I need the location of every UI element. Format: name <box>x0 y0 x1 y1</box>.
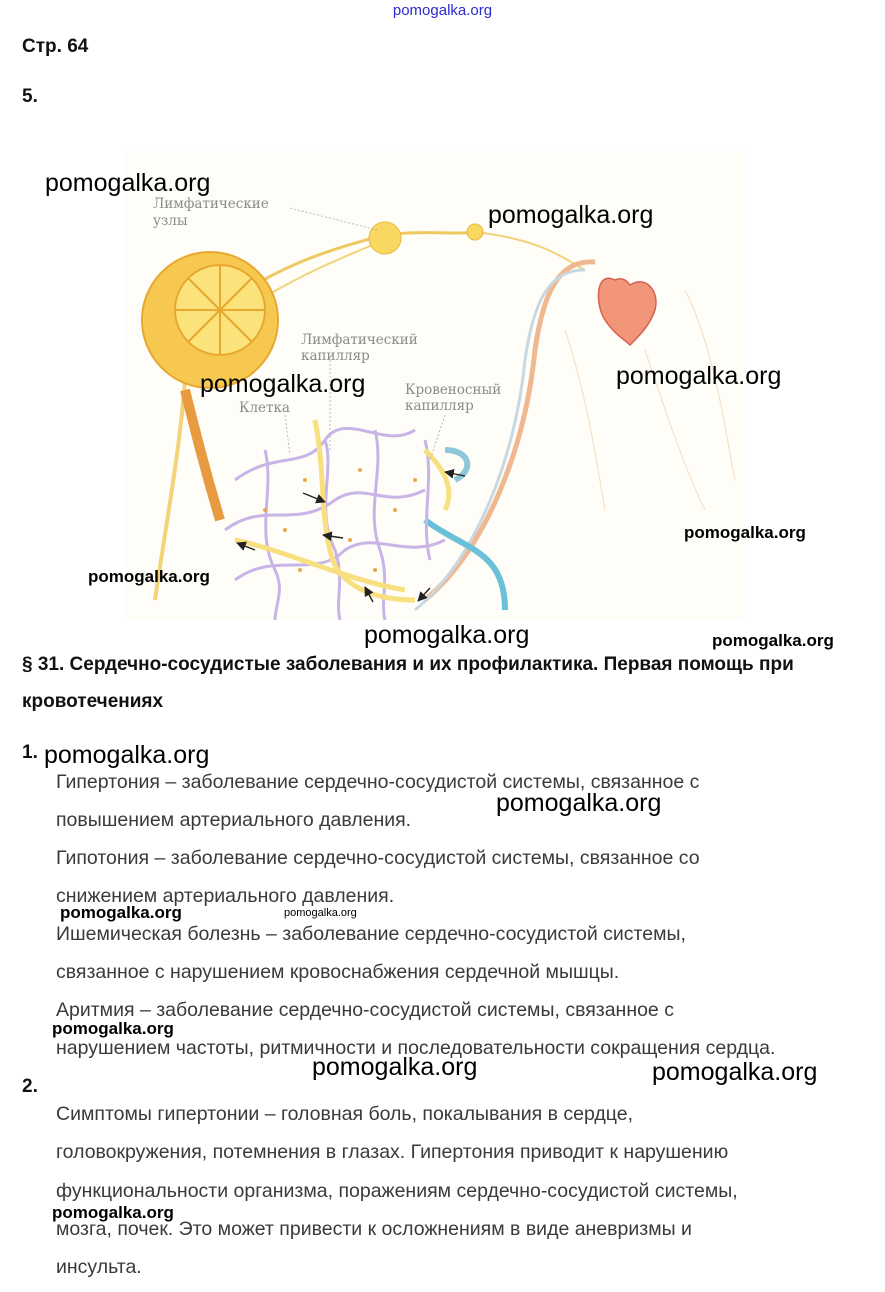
watermark: pomogalka.org <box>616 362 782 390</box>
answer-line: повышением артериального давления. <box>56 809 412 831</box>
page-reference: Стр. 64 <box>22 36 89 57</box>
section-title: § 31. Сердечно-сосудистые заболевания и их профилактика. Первая помощь при кровотечениях <box>22 654 794 712</box>
watermark: pomogalka.org <box>52 1019 174 1038</box>
watermark: pomogalka.org <box>684 523 806 542</box>
watermark: pomogalka.org <box>60 903 182 922</box>
task-1-number: 1. <box>22 742 38 763</box>
watermark: pomogalka.org <box>52 1203 174 1222</box>
watermark: pomogalka.org <box>488 201 654 229</box>
watermark: pomogalka.org <box>712 631 834 650</box>
watermark: pomogalka.org <box>45 169 211 197</box>
answer-line: связанное с нарушением кровоснабжения сердечной мышцы. <box>56 961 620 983</box>
site-link[interactable]: pomogalka.org <box>392 2 493 19</box>
answer-line: Ишемическая болезнь – заболевание сердечно-сосудистой системы, <box>56 923 686 945</box>
label-lymph-capillary: Лимфатический <box>301 332 418 348</box>
label-lymph-capillary-2: капилляр <box>301 348 370 364</box>
watermark: pomogalka.org <box>364 621 530 649</box>
task-2-number: 2. <box>22 1076 38 1097</box>
watermark: pomogalka.org <box>284 907 357 919</box>
lymph-node <box>467 224 483 240</box>
label-lymph-nodes-2: узлы <box>153 213 188 229</box>
watermark: pomogalka.org <box>200 370 366 398</box>
answer-line: Симптомы гипертонии – головная боль, покалывания в сердце, <box>56 1103 633 1125</box>
label-cell: Клетка <box>239 400 290 416</box>
label-lymph-nodes: Лимфатические <box>153 196 269 212</box>
label-blood-capillary-2: капилляр <box>405 398 474 414</box>
answer-line: мозга, почек. Это может привести к осложнениям в виде аневризмы и <box>56 1218 692 1240</box>
watermark: pomogalka.org <box>88 567 210 586</box>
watermark: pomogalka.org <box>496 789 662 817</box>
label-blood-capillary: Кровеносный <box>405 382 502 398</box>
answer-line: головокружения, потемнения в глазах. Гипертония приводит к нарушению <box>56 1141 729 1163</box>
answer-line: нарушением частоты, ритмичности и последовательности сокращения сердца. <box>56 1037 776 1059</box>
watermark: pomogalka.org <box>652 1058 818 1086</box>
task-5-number: 5. <box>22 86 38 107</box>
watermark: pomogalka.org <box>312 1053 478 1081</box>
answer-line: инсульта. <box>56 1256 142 1278</box>
answer-line: функциональности организма, поражениям сердечно-сосудистой системы, <box>56 1180 738 1202</box>
watermark: pomogalka.org <box>44 741 210 769</box>
lymph-node <box>369 222 401 254</box>
answer-line: снижением артериального давления. <box>56 885 395 907</box>
answer-line: Гипертония – заболевание сердечно-сосудистой системы, связанное с <box>56 771 700 793</box>
answer-line: Аритмия – заболевание сердечно-сосудистой системы, связанное с <box>56 999 674 1021</box>
answer-line: Гипотония – заболевание сердечно-сосудистой системы, связанное со <box>56 847 700 869</box>
